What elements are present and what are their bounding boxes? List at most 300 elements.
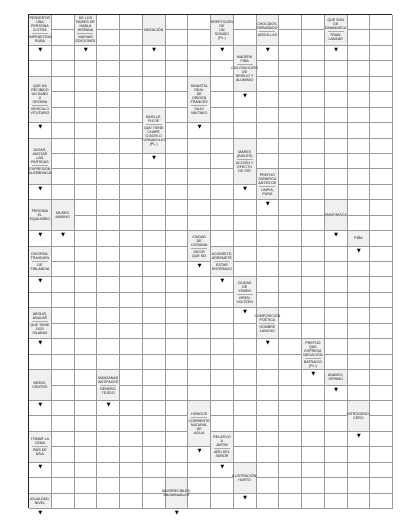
answer-cell[interactable] — [97, 169, 120, 184]
answer-cell[interactable] — [143, 463, 166, 478]
answer-cell[interactable] — [279, 386, 302, 401]
answer-cell[interactable] — [52, 293, 75, 308]
answer-cell[interactable] — [325, 154, 348, 169]
answer-cell[interactable] — [97, 15, 120, 30]
answer-cell[interactable] — [75, 108, 98, 123]
answer-cell[interactable] — [52, 308, 75, 323]
answer-cell[interactable] — [52, 77, 75, 92]
answer-cell[interactable] — [302, 154, 325, 169]
answer-cell[interactable] — [97, 478, 120, 493]
answer-cell[interactable] — [97, 494, 120, 509]
answer-cell[interactable] — [75, 447, 98, 462]
answer-cell[interactable] — [257, 123, 280, 138]
answer-cell[interactable] — [166, 30, 189, 45]
answer-cell[interactable] — [348, 200, 371, 215]
answer-cell[interactable] — [348, 386, 371, 401]
answer-cell[interactable] — [120, 216, 143, 231]
answer-cell[interactable] — [325, 494, 348, 509]
answer-cell[interactable] — [234, 447, 257, 462]
answer-cell[interactable] — [279, 30, 302, 45]
answer-cell[interactable] — [325, 339, 348, 354]
answer-cell[interactable] — [325, 169, 348, 184]
answer-cell[interactable] — [75, 139, 98, 154]
answer-cell[interactable] — [302, 401, 325, 416]
answer-cell[interactable] — [75, 200, 98, 215]
answer-cell[interactable] — [279, 154, 302, 169]
answer-cell[interactable] — [279, 247, 302, 262]
answer-cell[interactable] — [348, 108, 371, 123]
answer-cell[interactable] — [97, 185, 120, 200]
answer-cell[interactable] — [370, 478, 393, 493]
answer-cell[interactable] — [166, 277, 189, 292]
answer-cell[interactable] — [325, 478, 348, 493]
answer-cell[interactable] — [234, 324, 257, 339]
answer-cell[interactable] — [348, 185, 371, 200]
answer-cell[interactable] — [279, 416, 302, 431]
answer-cell[interactable] — [188, 293, 211, 308]
answer-cell[interactable] — [143, 262, 166, 277]
answer-cell[interactable] — [188, 154, 211, 169]
answer-cell[interactable] — [75, 231, 98, 246]
answer-cell[interactable] — [302, 185, 325, 200]
answer-cell[interactable] — [279, 46, 302, 61]
answer-cell[interactable] — [143, 386, 166, 401]
answer-cell[interactable] — [120, 15, 143, 30]
answer-cell[interactable] — [302, 200, 325, 215]
answer-cell[interactable] — [75, 77, 98, 92]
answer-cell[interactable] — [188, 61, 211, 76]
answer-cell[interactable] — [75, 92, 98, 107]
answer-cell[interactable] — [166, 463, 189, 478]
answer-cell[interactable] — [234, 339, 257, 354]
answer-cell[interactable] — [211, 169, 234, 184]
answer-cell[interactable] — [234, 370, 257, 385]
answer-cell[interactable] — [75, 61, 98, 76]
answer-cell[interactable] — [166, 169, 189, 184]
answer-cell[interactable] — [211, 77, 234, 92]
answer-cell[interactable] — [348, 123, 371, 138]
answer-cell[interactable] — [188, 463, 211, 478]
answer-cell[interactable] — [75, 293, 98, 308]
answer-cell[interactable] — [348, 494, 371, 509]
answer-cell[interactable] — [120, 108, 143, 123]
answer-cell[interactable] — [97, 416, 120, 431]
answer-cell[interactable] — [348, 355, 371, 370]
answer-cell[interactable] — [166, 247, 189, 262]
answer-cell[interactable] — [211, 123, 234, 138]
answer-cell[interactable] — [279, 200, 302, 215]
answer-cell[interactable] — [257, 216, 280, 231]
answer-cell[interactable] — [52, 108, 75, 123]
answer-cell[interactable] — [257, 61, 280, 76]
answer-cell[interactable] — [234, 355, 257, 370]
answer-cell[interactable] — [302, 15, 325, 30]
answer-cell[interactable] — [120, 478, 143, 493]
answer-cell[interactable] — [75, 185, 98, 200]
answer-cell[interactable] — [143, 277, 166, 292]
answer-cell[interactable] — [257, 92, 280, 107]
answer-cell[interactable] — [120, 200, 143, 215]
answer-cell[interactable] — [52, 277, 75, 292]
answer-cell[interactable] — [279, 231, 302, 246]
answer-cell[interactable] — [211, 370, 234, 385]
answer-cell[interactable] — [188, 339, 211, 354]
answer-cell[interactable] — [348, 15, 371, 30]
answer-cell[interactable] — [370, 339, 393, 354]
answer-cell[interactable] — [29, 293, 52, 308]
answer-cell[interactable] — [325, 432, 348, 447]
answer-cell[interactable] — [257, 478, 280, 493]
answer-cell[interactable] — [370, 169, 393, 184]
answer-cell[interactable] — [52, 185, 75, 200]
answer-cell[interactable] — [325, 308, 348, 323]
answer-cell[interactable] — [75, 355, 98, 370]
answer-cell[interactable] — [302, 46, 325, 61]
answer-cell[interactable] — [52, 61, 75, 76]
answer-cell[interactable] — [302, 324, 325, 339]
answer-cell[interactable] — [302, 77, 325, 92]
answer-cell[interactable] — [348, 277, 371, 292]
answer-cell[interactable] — [188, 185, 211, 200]
answer-cell[interactable] — [257, 463, 280, 478]
answer-cell[interactable] — [279, 61, 302, 76]
answer-cell[interactable] — [120, 293, 143, 308]
answer-cell[interactable] — [325, 123, 348, 138]
answer-cell[interactable] — [166, 231, 189, 246]
answer-cell[interactable] — [348, 447, 371, 462]
answer-cell[interactable] — [234, 108, 257, 123]
answer-cell[interactable] — [75, 324, 98, 339]
answer-cell[interactable] — [370, 370, 393, 385]
answer-cell[interactable] — [257, 154, 280, 169]
answer-cell[interactable] — [302, 277, 325, 292]
answer-cell[interactable] — [166, 216, 189, 231]
answer-cell[interactable] — [120, 432, 143, 447]
answer-cell[interactable] — [279, 355, 302, 370]
answer-cell[interactable] — [143, 92, 166, 107]
answer-cell[interactable] — [257, 77, 280, 92]
answer-cell[interactable] — [370, 247, 393, 262]
answer-cell[interactable] — [75, 339, 98, 354]
answer-cell[interactable] — [211, 185, 234, 200]
answer-cell[interactable] — [97, 92, 120, 107]
answer-cell[interactable] — [120, 370, 143, 385]
answer-cell[interactable] — [257, 386, 280, 401]
answer-cell[interactable] — [234, 401, 257, 416]
answer-cell[interactable] — [234, 200, 257, 215]
answer-cell[interactable] — [166, 324, 189, 339]
answer-cell[interactable] — [279, 262, 302, 277]
answer-cell[interactable] — [120, 46, 143, 61]
answer-cell[interactable] — [166, 77, 189, 92]
answer-cell[interactable] — [166, 154, 189, 169]
answer-cell[interactable] — [257, 247, 280, 262]
answer-cell[interactable] — [52, 432, 75, 447]
answer-cell[interactable] — [143, 339, 166, 354]
answer-cell[interactable] — [302, 293, 325, 308]
answer-cell[interactable] — [257, 447, 280, 462]
answer-cell[interactable] — [211, 216, 234, 231]
answer-cell[interactable] — [97, 216, 120, 231]
answer-cell[interactable] — [143, 324, 166, 339]
answer-cell[interactable] — [188, 169, 211, 184]
answer-cell[interactable] — [97, 463, 120, 478]
answer-cell[interactable] — [370, 447, 393, 462]
answer-cell[interactable] — [166, 123, 189, 138]
answer-cell[interactable] — [52, 154, 75, 169]
answer-cell[interactable] — [302, 247, 325, 262]
answer-cell[interactable] — [370, 154, 393, 169]
answer-cell[interactable] — [52, 92, 75, 107]
answer-cell[interactable] — [370, 416, 393, 431]
answer-cell[interactable] — [211, 139, 234, 154]
answer-cell[interactable] — [120, 154, 143, 169]
answer-cell[interactable] — [370, 401, 393, 416]
answer-cell[interactable] — [211, 200, 234, 215]
answer-cell[interactable] — [302, 139, 325, 154]
answer-cell[interactable] — [348, 30, 371, 45]
answer-cell[interactable] — [188, 46, 211, 61]
answer-cell[interactable] — [97, 447, 120, 462]
answer-cell[interactable] — [211, 108, 234, 123]
answer-cell[interactable] — [325, 324, 348, 339]
answer-cell[interactable] — [211, 231, 234, 246]
answer-cell[interactable] — [75, 247, 98, 262]
answer-cell[interactable] — [370, 30, 393, 45]
answer-cell[interactable] — [279, 108, 302, 123]
answer-cell[interactable] — [257, 108, 280, 123]
answer-cell[interactable] — [211, 324, 234, 339]
answer-cell[interactable] — [302, 478, 325, 493]
answer-cell[interactable] — [234, 123, 257, 138]
answer-cell[interactable] — [143, 77, 166, 92]
answer-cell[interactable] — [302, 231, 325, 246]
answer-cell[interactable] — [75, 386, 98, 401]
answer-cell[interactable] — [257, 355, 280, 370]
answer-cell[interactable] — [257, 293, 280, 308]
answer-cell[interactable] — [234, 386, 257, 401]
answer-cell[interactable] — [75, 277, 98, 292]
answer-cell[interactable] — [52, 370, 75, 385]
answer-cell[interactable] — [188, 478, 211, 493]
answer-cell[interactable] — [302, 92, 325, 107]
answer-cell[interactable] — [120, 169, 143, 184]
answer-cell[interactable] — [166, 432, 189, 447]
answer-cell[interactable] — [211, 355, 234, 370]
answer-cell[interactable] — [279, 308, 302, 323]
answer-cell[interactable] — [120, 185, 143, 200]
answer-cell[interactable] — [302, 416, 325, 431]
answer-cell[interactable] — [279, 123, 302, 138]
answer-cell[interactable] — [97, 154, 120, 169]
answer-cell[interactable] — [166, 15, 189, 30]
answer-cell[interactable] — [188, 216, 211, 231]
answer-cell[interactable] — [166, 61, 189, 76]
answer-cell[interactable] — [143, 401, 166, 416]
answer-cell[interactable] — [234, 216, 257, 231]
answer-cell[interactable] — [166, 139, 189, 154]
answer-cell[interactable] — [166, 401, 189, 416]
answer-cell[interactable] — [143, 416, 166, 431]
answer-cell[interactable] — [370, 277, 393, 292]
answer-cell[interactable] — [166, 185, 189, 200]
answer-cell[interactable] — [348, 169, 371, 184]
answer-cell[interactable] — [302, 108, 325, 123]
answer-cell[interactable] — [120, 339, 143, 354]
answer-cell[interactable] — [75, 216, 98, 231]
answer-cell[interactable] — [166, 46, 189, 61]
answer-cell[interactable] — [348, 478, 371, 493]
answer-cell[interactable] — [302, 123, 325, 138]
answer-cell[interactable] — [234, 247, 257, 262]
answer-cell[interactable] — [302, 308, 325, 323]
answer-cell[interactable] — [166, 308, 189, 323]
answer-cell[interactable] — [302, 494, 325, 509]
answer-cell[interactable] — [370, 293, 393, 308]
answer-cell[interactable] — [279, 432, 302, 447]
answer-cell[interactable] — [302, 216, 325, 231]
answer-cell[interactable] — [75, 416, 98, 431]
answer-cell[interactable] — [234, 15, 257, 30]
answer-cell[interactable] — [52, 46, 75, 61]
answer-cell[interactable] — [143, 447, 166, 462]
answer-cell[interactable] — [75, 463, 98, 478]
answer-cell[interactable] — [211, 401, 234, 416]
answer-cell[interactable] — [143, 185, 166, 200]
answer-cell[interactable] — [75, 262, 98, 277]
answer-cell[interactable] — [325, 139, 348, 154]
answer-cell[interactable] — [370, 216, 393, 231]
answer-cell[interactable] — [279, 339, 302, 354]
answer-cell[interactable] — [348, 339, 371, 354]
answer-cell[interactable] — [211, 386, 234, 401]
answer-cell[interactable] — [97, 77, 120, 92]
answer-cell[interactable] — [52, 416, 75, 431]
answer-cell[interactable] — [75, 432, 98, 447]
answer-cell[interactable] — [370, 123, 393, 138]
answer-cell[interactable] — [211, 92, 234, 107]
answer-cell[interactable] — [120, 247, 143, 262]
answer-cell[interactable] — [211, 154, 234, 169]
answer-cell[interactable] — [120, 355, 143, 370]
answer-cell[interactable] — [97, 231, 120, 246]
answer-cell[interactable] — [143, 494, 166, 509]
answer-cell[interactable] — [211, 293, 234, 308]
answer-cell[interactable] — [370, 77, 393, 92]
answer-cell[interactable] — [120, 77, 143, 92]
answer-cell[interactable] — [120, 447, 143, 462]
answer-cell[interactable] — [325, 447, 348, 462]
answer-cell[interactable] — [302, 30, 325, 45]
answer-cell[interactable] — [52, 463, 75, 478]
answer-cell[interactable] — [143, 231, 166, 246]
answer-cell[interactable] — [52, 478, 75, 493]
answer-cell[interactable] — [302, 61, 325, 76]
answer-cell[interactable] — [75, 169, 98, 184]
answer-cell[interactable] — [120, 123, 143, 138]
answer-cell[interactable] — [279, 447, 302, 462]
answer-cell[interactable] — [234, 416, 257, 431]
answer-cell[interactable] — [120, 386, 143, 401]
answer-cell[interactable] — [302, 463, 325, 478]
answer-cell[interactable] — [302, 262, 325, 277]
answer-cell[interactable] — [52, 169, 75, 184]
answer-cell[interactable] — [166, 386, 189, 401]
answer-cell[interactable] — [97, 247, 120, 262]
answer-cell[interactable] — [97, 200, 120, 215]
answer-cell[interactable] — [279, 324, 302, 339]
answer-cell[interactable] — [97, 139, 120, 154]
answer-cell[interactable] — [370, 139, 393, 154]
answer-cell[interactable] — [370, 92, 393, 107]
answer-cell[interactable] — [143, 247, 166, 262]
answer-cell[interactable] — [143, 432, 166, 447]
answer-cell[interactable] — [325, 92, 348, 107]
answer-cell[interactable] — [52, 386, 75, 401]
answer-cell[interactable] — [52, 15, 75, 30]
answer-cell[interactable] — [143, 216, 166, 231]
answer-cell[interactable] — [52, 30, 75, 45]
answer-cell[interactable] — [143, 61, 166, 76]
answer-cell[interactable] — [97, 432, 120, 447]
answer-cell[interactable] — [188, 355, 211, 370]
answer-cell[interactable] — [325, 108, 348, 123]
answer-cell[interactable] — [120, 463, 143, 478]
answer-cell[interactable] — [166, 92, 189, 107]
answer-cell[interactable] — [279, 293, 302, 308]
answer-cell[interactable] — [211, 416, 234, 431]
answer-cell[interactable] — [143, 370, 166, 385]
answer-cell[interactable] — [370, 308, 393, 323]
answer-cell[interactable] — [325, 293, 348, 308]
answer-cell[interactable] — [348, 370, 371, 385]
answer-cell[interactable] — [370, 185, 393, 200]
answer-cell[interactable] — [370, 494, 393, 509]
answer-cell[interactable] — [52, 494, 75, 509]
answer-cell[interactable] — [370, 386, 393, 401]
answer-cell[interactable] — [370, 200, 393, 215]
answer-cell[interactable] — [120, 416, 143, 431]
answer-cell[interactable] — [348, 463, 371, 478]
answer-cell[interactable] — [120, 231, 143, 246]
answer-cell[interactable] — [348, 293, 371, 308]
answer-cell[interactable] — [52, 123, 75, 138]
answer-cell[interactable] — [188, 494, 211, 509]
answer-cell[interactable] — [52, 247, 75, 262]
answer-cell[interactable] — [188, 139, 211, 154]
answer-cell[interactable] — [188, 324, 211, 339]
answer-cell[interactable] — [257, 139, 280, 154]
answer-cell[interactable] — [120, 262, 143, 277]
answer-cell[interactable] — [370, 108, 393, 123]
answer-cell[interactable] — [75, 308, 98, 323]
answer-cell[interactable] — [120, 92, 143, 107]
answer-cell[interactable] — [120, 61, 143, 76]
answer-cell[interactable] — [370, 15, 393, 30]
answer-cell[interactable] — [325, 416, 348, 431]
answer-cell[interactable] — [188, 277, 211, 292]
answer-cell[interactable] — [325, 77, 348, 92]
answer-cell[interactable] — [29, 355, 52, 370]
answer-cell[interactable] — [143, 308, 166, 323]
answer-cell[interactable] — [166, 200, 189, 215]
answer-cell[interactable] — [143, 169, 166, 184]
answer-cell[interactable] — [166, 339, 189, 354]
answer-cell[interactable] — [188, 200, 211, 215]
answer-cell[interactable] — [188, 308, 211, 323]
answer-cell[interactable] — [52, 401, 75, 416]
answer-cell[interactable] — [97, 324, 120, 339]
